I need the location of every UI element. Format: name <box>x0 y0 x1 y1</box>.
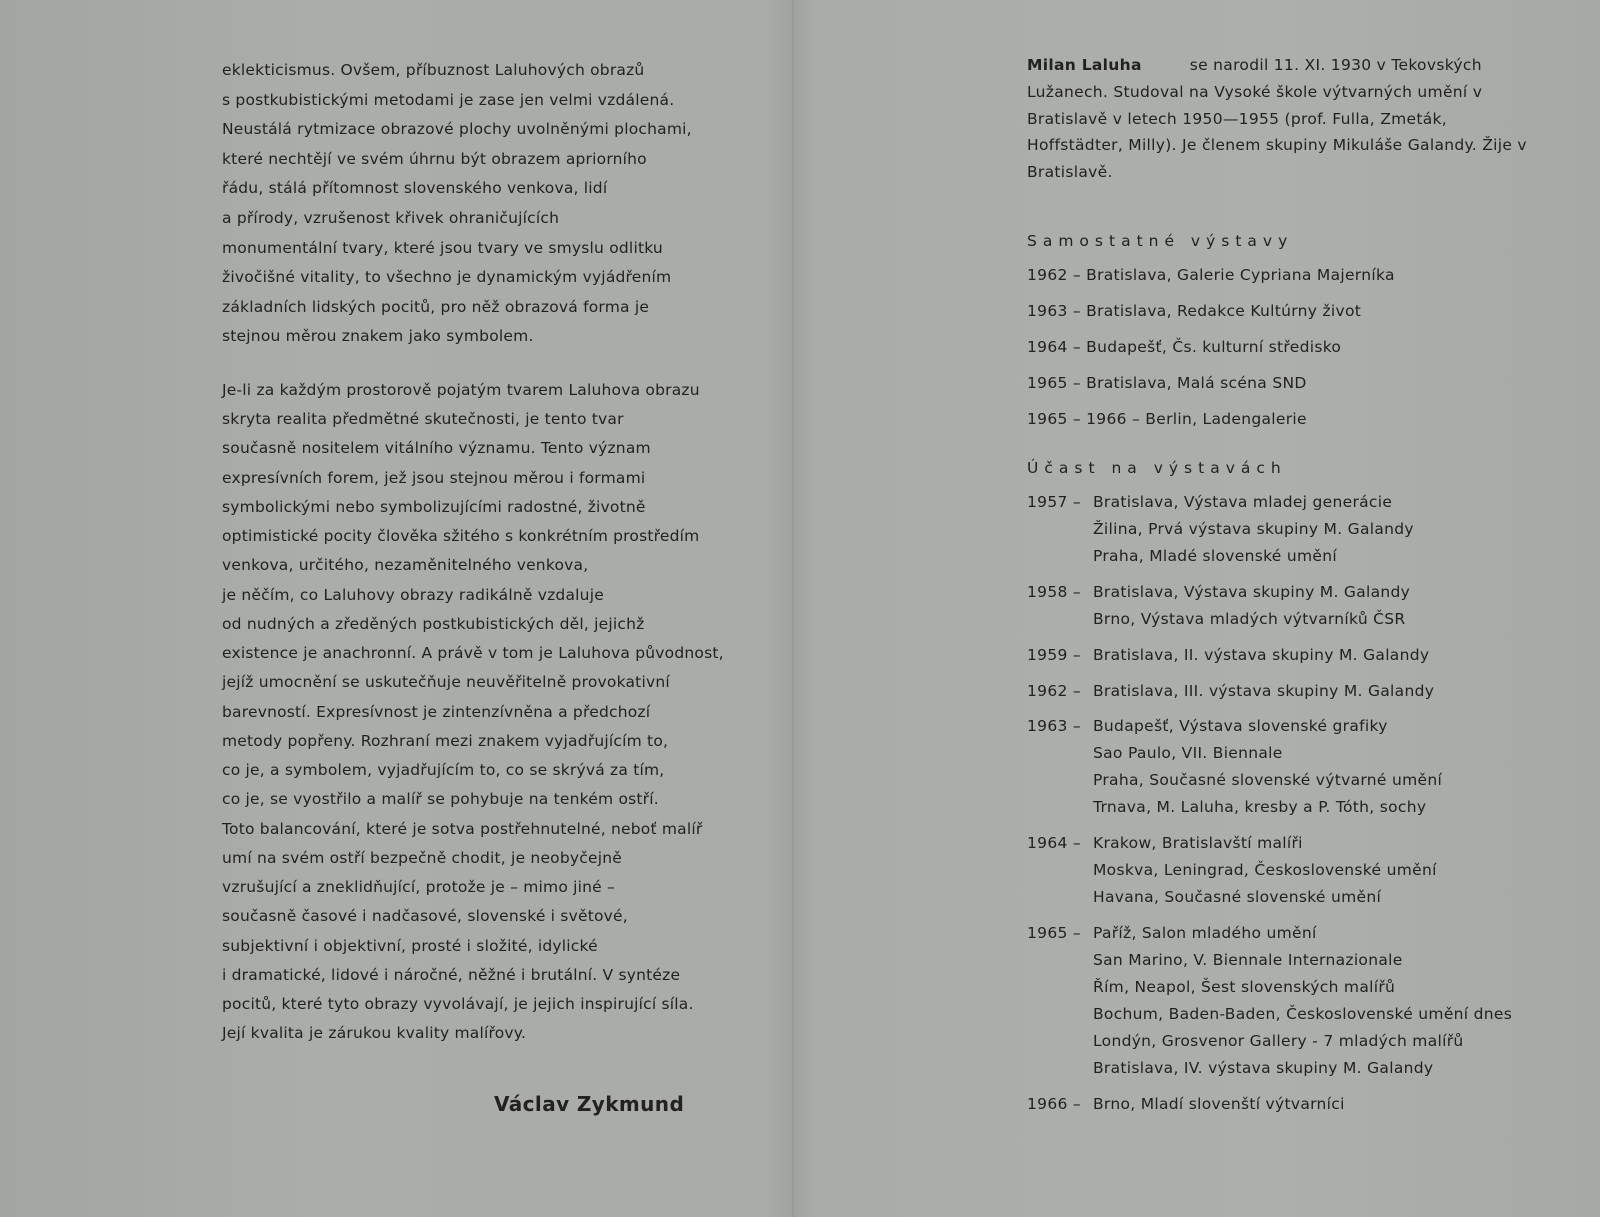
solo-exhibition-item: 1965 – 1966 – Berlin, Ladengalerie <box>1027 410 1307 428</box>
essay-line: eklekticismus. Ovšem, příbuznost Laluhových obrazů <box>222 61 645 79</box>
essay-line: venkova, určitého, nezaměnitelného venkova, <box>222 556 589 575</box>
artist-bio-text: se narodil 11. XI. 1930 v Tekovských Lužanech. Studoval na Vysoké škole výtvarných umění v Bratislavě v letech 1950—1955 (prof. Fulla, Zmeták, Hoffstädter, Milly). Je členem skupiny Mikuláše Galandy. Žije v Bratislavě. <box>1027 56 1527 182</box>
essay-line: optimistické pocity člověka sžitého s konkrétním prostředím <box>222 527 700 546</box>
exhibition-year: 1962 – <box>1027 682 1081 700</box>
group-exhibition-year <box>1027 489 1414 565</box>
essay-line: základních lidských pocitů, pro něž obrazová forma je <box>222 297 650 316</box>
group-exhibition-year <box>1027 830 1437 906</box>
essay-line: skryta realita předmětné skutečnosti, je tento tvar <box>222 410 624 429</box>
essay-line: současně časové i nadčasové, slovenské i světové, <box>222 907 628 926</box>
group-exhibitions-heading: Účast na výstavách <box>1027 459 1287 477</box>
solo-exhibition-item: 1965 – Bratislava, Malá scéna SND <box>1027 374 1307 392</box>
exhibition-line: Praha, Mladé slovenské umění <box>1093 546 1337 565</box>
exhibition-year: 1963 – <box>1027 717 1081 735</box>
essay-line: řádu, stálá přítomnost slovenského venkova, lidí <box>222 179 608 198</box>
essay-line: umí na svém ostří bezpečně chodit, je neobyčejně <box>222 848 623 867</box>
exhibition-year: 1965 – <box>1027 924 1081 942</box>
exhibition-line: San Marino, V. Biennale Internazionale <box>1093 950 1403 969</box>
essay-line: které nechtějí ve svém úhrnu být obrazem apriorního <box>222 149 647 168</box>
essay-line: a přírody, vzrušenost křivek ohraničujících <box>222 208 560 227</box>
essay-line: je něčím, co Laluhovy obrazy radikálně vzdaluje <box>222 585 604 604</box>
essay-paragraph-2 <box>222 376 732 1049</box>
essay-line: symbolickými nebo symbolizujícími radostné, životně <box>222 497 646 516</box>
exhibition-line: Bratislava, Výstava skupiny M. Galandy <box>1093 583 1411 601</box>
page-fold <box>792 0 794 1217</box>
exhibition-line: Paříž, Salon mladého umění <box>1093 924 1317 942</box>
author-signature: Václav Zykmund <box>494 1092 685 1116</box>
exhibition-year: 1966 – <box>1027 1095 1081 1113</box>
essay-line: Toto balancování, které je sotva postřehnutelné, neboť malíř <box>222 819 703 838</box>
essay-paragraph-1 <box>222 56 732 352</box>
group-exhibition-year <box>1027 678 1435 705</box>
exhibition-line: Brno, Mladí slovenští výtvarníci <box>1093 1095 1345 1113</box>
exhibition-line: Bratislava, Výstava mladej generácie <box>1093 493 1393 511</box>
exhibition-year: 1957 – <box>1027 493 1081 511</box>
exhibition-line: Budapešť, Výstava slovenské grafiky <box>1093 717 1388 735</box>
exhibition-line: Londýn, Grosvenor Gallery - 7 mladých malířů <box>1093 1031 1464 1050</box>
exhibition-year: 1964 – <box>1027 834 1081 852</box>
essay-line: vzrušující a zneklidňující, protože je – mimo jiné – <box>222 878 615 897</box>
essay-line: co je, se vyostřilo a malíř se pohybuje na tenkém ostří. <box>222 790 659 809</box>
exhibition-line: Brno, Výstava mladých výtvarníků ČSR <box>1093 609 1406 628</box>
exhibition-line: Bratislava, IV. výstava skupiny M. Galandy <box>1093 1058 1434 1077</box>
exhibition-line: Bratislava, III. výstava skupiny M. Galandy <box>1093 682 1435 700</box>
essay-line: Je-li za každým prostorově pojatým tvarem Laluhova obrazu <box>222 380 700 399</box>
solo-exhibition-item: 1962 – Bratislava, Galerie Cypriana Majerníka <box>1027 266 1395 284</box>
solo-exhibition-item: 1964 – Budapešť, Čs. kulturní středisko <box>1027 338 1342 356</box>
exhibition-line: Žilina, Prvá výstava skupiny M. Galandy <box>1093 519 1414 538</box>
essay-line: pocitů, které tyto obrazy vyvolávají, je jejich inspirující síla. <box>222 995 694 1014</box>
exhibition-line: Havana, Současné slovenské umění <box>1093 887 1382 906</box>
essay-line: metody popřeny. Rozhraní mezi znakem vyjadřujícím to, <box>222 731 669 750</box>
essay-line: i dramatické, lidové i náročné, něžné i brutální. V syntéze <box>222 965 681 984</box>
group-exhibition-year <box>1027 920 1513 1077</box>
essay-line: Neustálá rytmizace obrazové plochy uvolněnými plochami, <box>222 120 692 139</box>
essay-line: živočišné vitality, to všechno je dynamickým vyjádřením <box>222 268 672 287</box>
exhibition-line: Trnava, M. Laluha, kresby a P. Tóth, sochy <box>1093 797 1427 816</box>
essay-line: s postkubistickými metodami je zase jen velmi vzdálená. <box>222 90 675 109</box>
solo-exhibitions-heading: Samostatné výstavy <box>1027 232 1294 250</box>
exhibition-year: 1958 – <box>1027 583 1081 601</box>
exhibition-line: Moskva, Leningrad, Československé umění <box>1093 860 1437 879</box>
essay-line: barevností. Expresívnost je zintenzívněna a předchozí <box>222 702 651 721</box>
essay-line: současně nositelem vitálního významu. Tento význam <box>222 439 651 458</box>
group-exhibition-year <box>1027 642 1430 669</box>
essay-line: co je, a symbolem, vyjadřujícím to, co se skrývá za tím, <box>222 761 665 780</box>
essay-line: od nudných a zředěných postkubistických děl, jejichž <box>222 614 645 633</box>
exhibition-line: Krakow, Bratislavští malíři <box>1093 834 1303 852</box>
exhibition-line: Bratislava, II. výstava skupiny M. Galandy <box>1093 646 1430 664</box>
artist-name: Milan Laluha <box>1027 56 1142 74</box>
exhibition-year: 1959 – <box>1027 646 1081 664</box>
essay-line: Její kvalita je zárukou kvality malířovy. <box>222 1024 527 1043</box>
exhibition-line: Bochum, Baden-Baden, Československé umění dnes <box>1093 1004 1513 1023</box>
solo-exhibition-item: 1963 – Bratislava, Redakce Kultúrny život <box>1027 302 1362 320</box>
essay-line: expresívních forem, jež jsou stejnou měrou i formami <box>222 468 646 487</box>
exhibition-line: Řím, Neapol, Šest slovenských malířů <box>1093 977 1396 996</box>
essay-text <box>222 56 732 1049</box>
essay-line: subjektivní i objektivní, prosté i složité, idylické <box>222 936 598 955</box>
group-exhibition-year <box>1027 579 1411 628</box>
essay-line: stejnou měrou znakem jako symbolem. <box>222 327 534 346</box>
exhibition-line: Sao Paulo, VII. Biennale <box>1093 743 1283 762</box>
essay-line: monumentální tvary, které jsou tvary ve smyslu odlitku <box>222 238 663 257</box>
essay-line: existence je anachronní. A právě v tom je Laluhova původnost, <box>222 644 724 663</box>
artist-bio <box>1027 52 1532 186</box>
essay-line: jejíž umocnění se uskutečňuje neuvěřitelně provokativní <box>222 673 670 692</box>
group-exhibition-year <box>1027 1091 1345 1118</box>
group-exhibition-year <box>1027 713 1443 816</box>
exhibition-line: Praha, Současné slovenské výtvarné umění <box>1093 770 1443 789</box>
